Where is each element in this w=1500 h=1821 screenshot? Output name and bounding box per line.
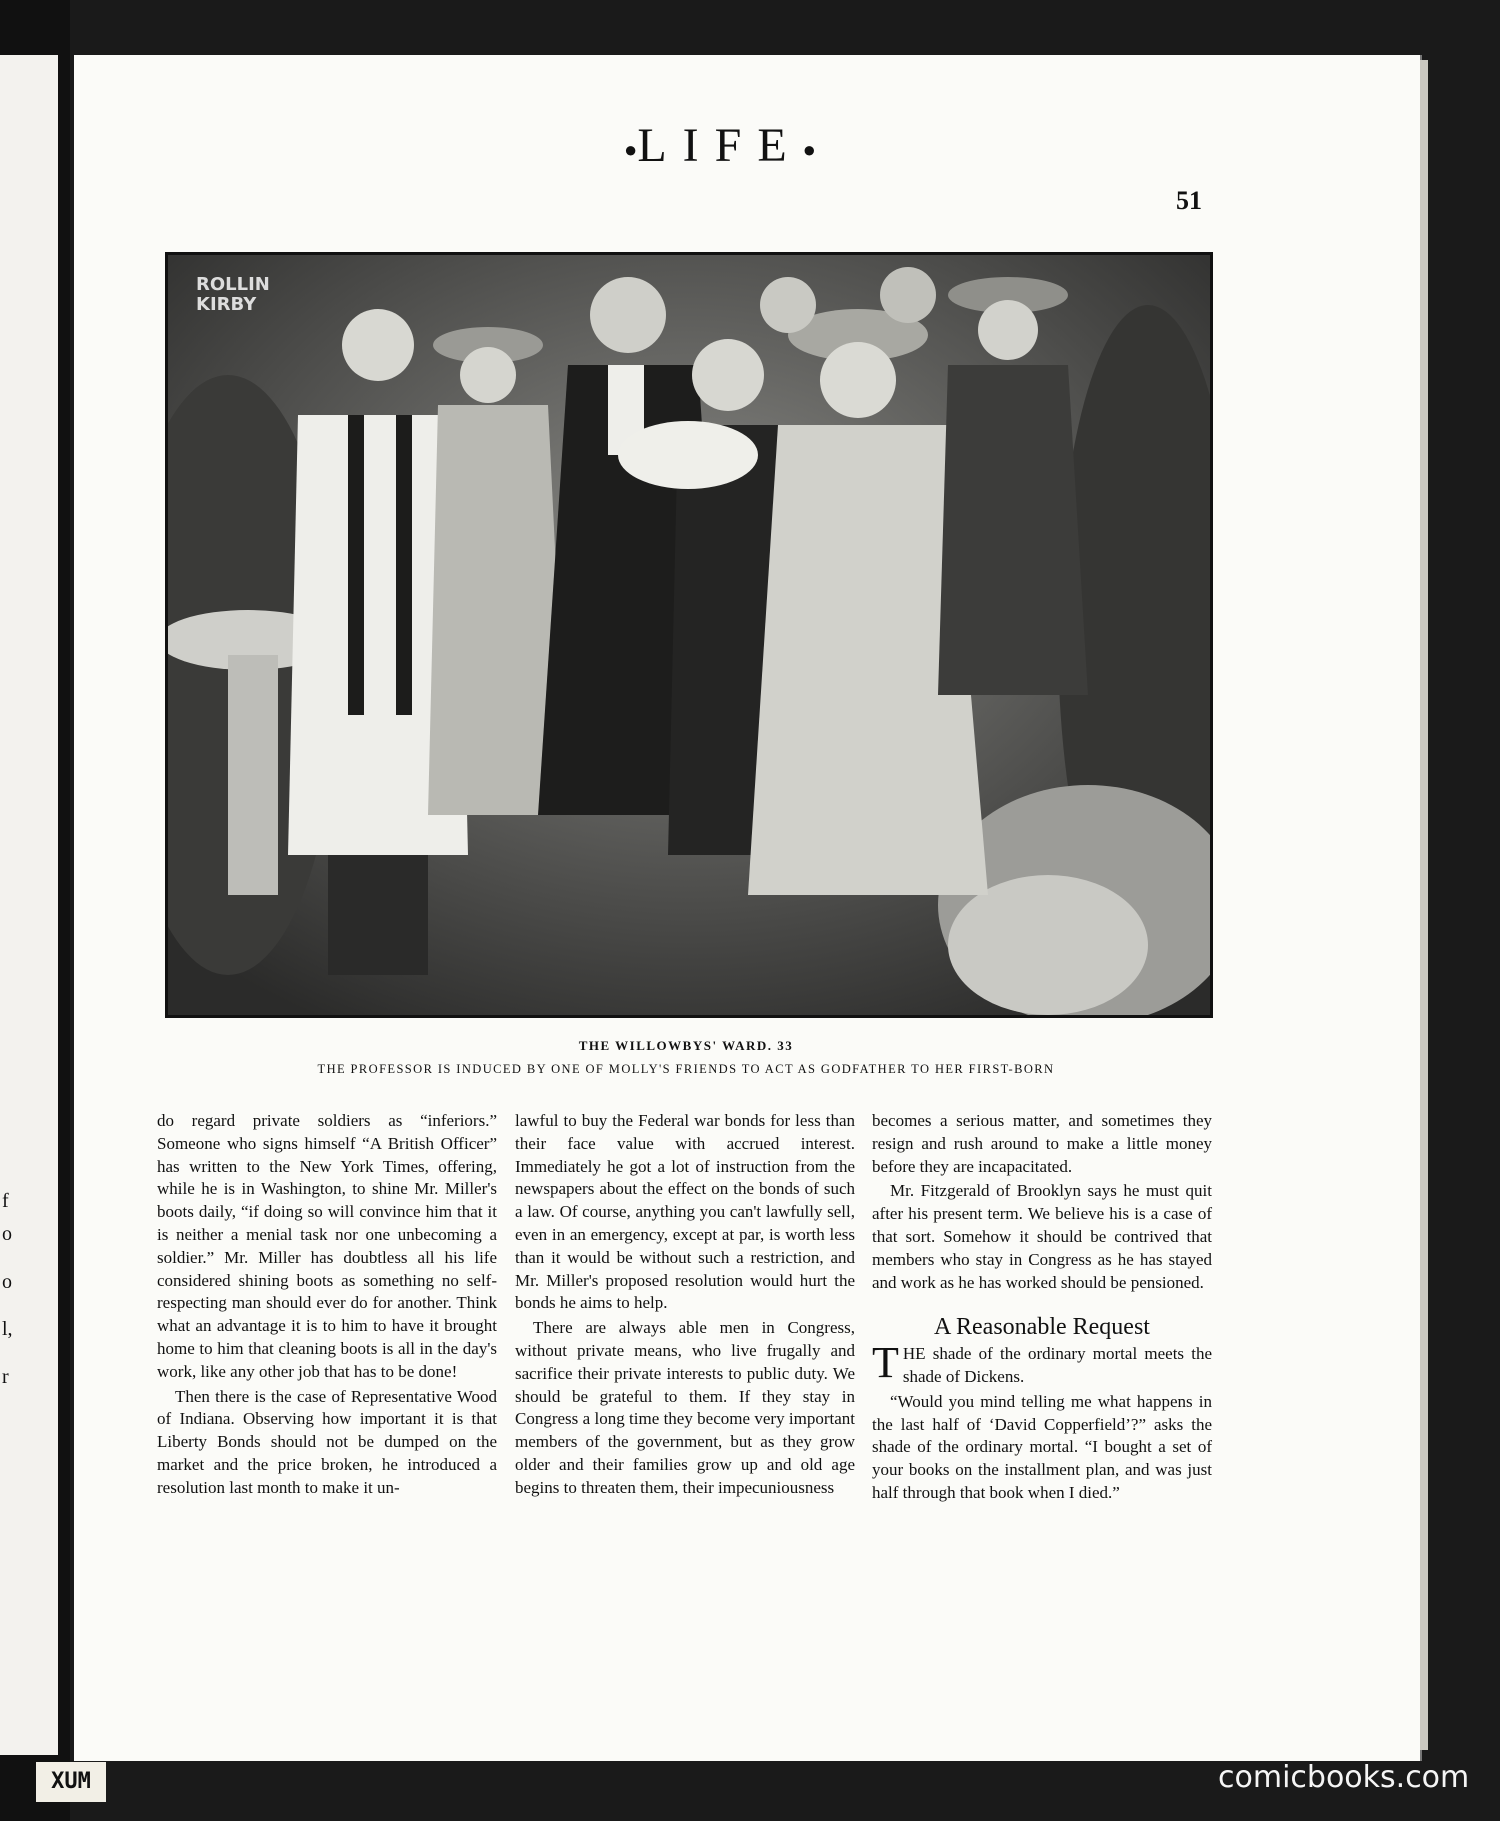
masthead-dot-icon: ● bbox=[802, 136, 816, 162]
prev-page-fragment: r bbox=[2, 1366, 9, 1388]
scanner-badge: XUM bbox=[36, 1762, 106, 1802]
prev-page-fragment: o bbox=[2, 1223, 12, 1245]
text-column-1 bbox=[157, 1110, 497, 1502]
caption-title: THE WILLOWBYS' WARD. 33 bbox=[578, 1038, 794, 1053]
article-lead bbox=[872, 1338, 1212, 1389]
caption-subtitle: THE PROFESSOR IS INDUCED BY ONE OF MOLLY'S FRIENDS TO ACT AS GODFATHER TO HER FIRST-BORN bbox=[317, 1062, 1055, 1076]
artist-signature bbox=[196, 275, 270, 315]
text-column-3 bbox=[872, 1110, 1212, 1507]
page-number: 51 bbox=[1176, 186, 1202, 215]
paragraph: Then there is the case of Representative Wood of Indiana. Observing how important it is that Liberty Bonds should not be dumped on the market and the price broken, he introduced a resolution last month to make it un- bbox=[157, 1386, 497, 1497]
prev-page-fragment: l, bbox=[2, 1318, 13, 1340]
masthead-title: LIFE bbox=[637, 119, 803, 172]
prev-page-fragment: f bbox=[2, 1190, 9, 1212]
drop-cap: T bbox=[872, 1338, 899, 1388]
signature-line: KIRBY bbox=[196, 293, 257, 315]
article-title: A Reasonable Request bbox=[934, 1314, 1150, 1341]
illustration-drawing bbox=[168, 255, 1210, 1015]
prev-page-fragment: o bbox=[2, 1271, 12, 1293]
paragraph: lawful to buy the Federal war bonds for less than their face value with accrued interest. Immediately he got a lot of instruction from the newspapers about the effect on the bonds of such a law. Of course, anything you can't lawfully sell, even in an emergency, except at par, is worth less than it would be without such a restriction, and Mr. Miller's proposed resolution would hurt the bonds he aims to help. bbox=[515, 1111, 855, 1313]
signature-line: ROLLIN bbox=[196, 274, 270, 295]
masthead-dot-icon: ● bbox=[624, 136, 638, 162]
paragraph: becomes a serious matter, and sometimes they resign and rush around to make a little money before they are incapacitated. bbox=[872, 1111, 1212, 1176]
text-column-2 bbox=[515, 1110, 855, 1502]
paragraph: There are always able men in Congress, without private means, who live frugally and sacrifice their private interests to public duty. We should be grateful to them. If they stay in Congress a long time they become very important members of the government, but as they grow older and their families grow up and old age begins to threaten them, their impecuniousness bbox=[515, 1318, 855, 1497]
masthead bbox=[520, 118, 920, 173]
page-edge bbox=[1420, 60, 1428, 1750]
paragraph: Mr. Fitzgerald of Brooklyn says he must quit after his present term. We believe his is a case of that sort. Somehow it should be contrived that members who stay in Congress as he has stayed and work as he has worked should be pensioned. bbox=[872, 1181, 1212, 1292]
article-lead-text: HE shade of the ordinary mortal meets the shade of Dickens. bbox=[902, 1344, 1212, 1386]
article-body: “Would you mind telling me what happens in the last half of ‘David Copperfield’?” asks the shade of the ordinary mortal. “I bought a set of your books on the installment plan, and was just half through that book when I died.” bbox=[872, 1391, 1212, 1502]
paragraph: do regard private soldiers as “inferiors.” Someone who signs himself “A British Officer” has written to the New York Times, offering, while he is in Washington, to shine Mr. Miller's boots daily, “if doing so will convince him that it is neither a menial task nor one unbecoming a soldier.” Mr. Miller has doubtless all his life considered shining boots as something no self-respecting man should ever do for another. Think what an advantage it is to him to have it brought home to him that cleaning boots is all in the day's work, like any other job that has to be done! bbox=[157, 1111, 497, 1381]
previous-page-edge bbox=[0, 55, 58, 1755]
illustration bbox=[165, 252, 1213, 1018]
watermark: comicbooks.com bbox=[1218, 1760, 1470, 1795]
